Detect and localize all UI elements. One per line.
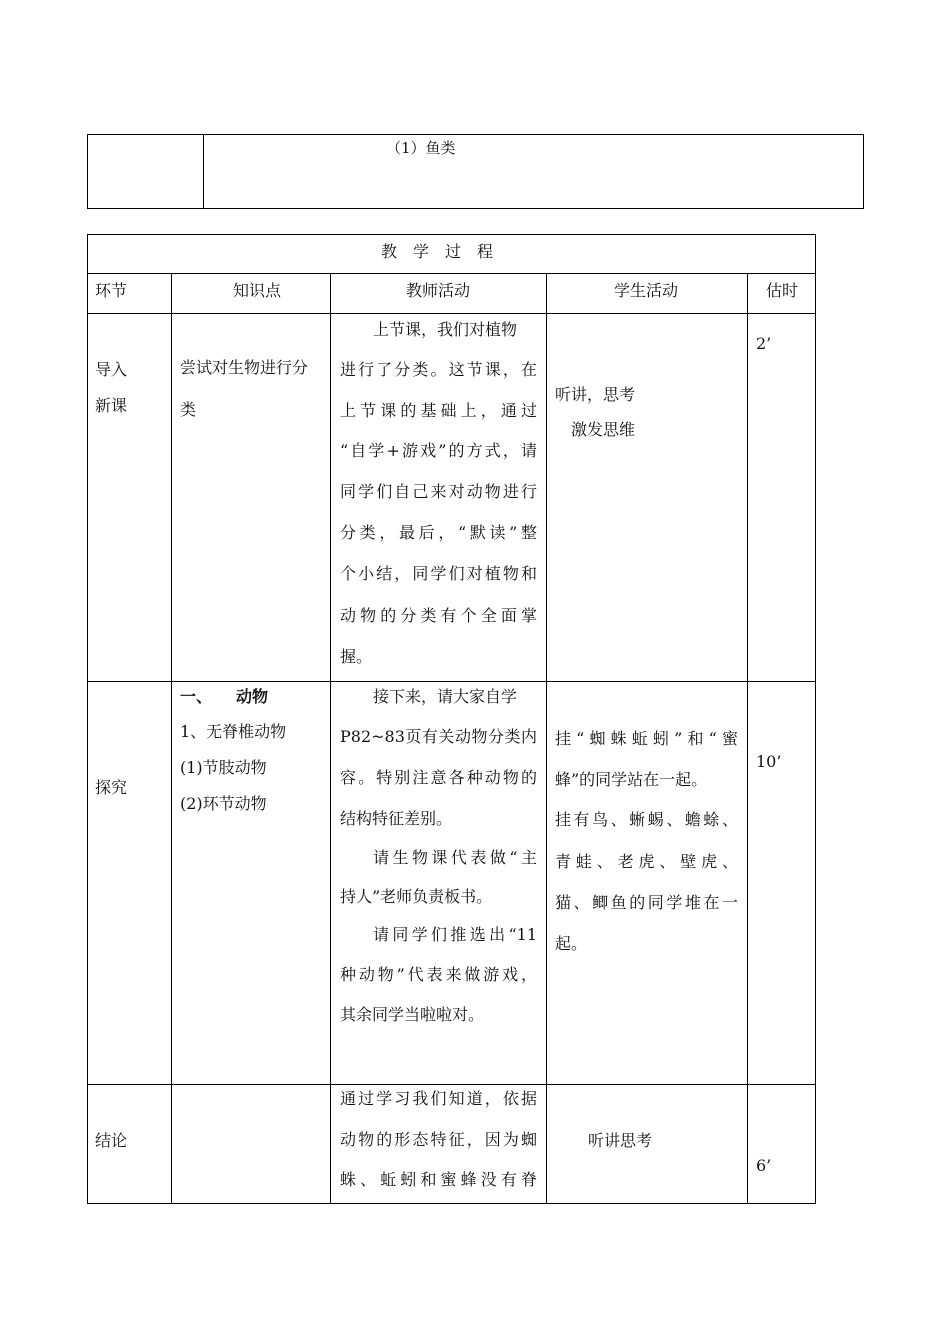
- table-border-left: [87, 234, 88, 1204]
- student-cell-line: 青蛙、老虎、壁虎、: [555, 852, 738, 871]
- student-cell-line: 猫、鲫鱼的同学堆在一: [555, 893, 738, 912]
- table-col-divider-2: [330, 273, 331, 1204]
- knowledge-cell-line: (2)环节动物: [180, 794, 267, 813]
- top-table-cell-text: （1）鱼类: [386, 139, 456, 157]
- teacher-cell-line: P82~83页有关动物分类内: [340, 727, 537, 746]
- header-time: 估时: [766, 281, 799, 300]
- header-student: 学生活动: [614, 281, 679, 300]
- teacher-cell-line: 其余同学当啦啦对。: [340, 1005, 485, 1024]
- student-cell-line: 听讲，思考: [555, 385, 636, 404]
- teacher-cell-line: 分类，最后，“默读”整: [340, 523, 537, 542]
- knowledge-cell-line: (1)节肢动物: [180, 758, 267, 777]
- header-teacher: 教师活动: [406, 281, 471, 300]
- student-cell-line: 蜂”的同学站在一起。: [555, 770, 708, 789]
- student-cell-line: 挂“蜘蛛蚯蚓”和“蜜: [555, 729, 738, 748]
- teacher-cell-line: 个小结，同学们对植物和: [340, 564, 537, 583]
- teacher-cell-line: 动物的分类有个全面掌: [340, 606, 537, 625]
- table-col-divider-4: [747, 273, 748, 1204]
- time-cell: 2’: [756, 334, 772, 353]
- table-border-right: [815, 234, 816, 1204]
- table-border-top: [87, 234, 816, 235]
- teacher-cell-line: 容。特别注意各种动物的: [340, 768, 537, 787]
- table-border-bottom: [87, 1203, 816, 1204]
- teacher-cell-line: 上节课，我们对植物: [373, 320, 518, 339]
- top-table-border-left: [87, 134, 88, 209]
- teacher-cell-line: 动物的形态特征，因为蜘: [340, 1130, 537, 1149]
- teacher-cell-line: 同学们自己来对动物进行: [340, 482, 537, 501]
- student-cell-line: 激发思维: [571, 420, 636, 439]
- top-table-border-right: [863, 134, 864, 209]
- time-cell: 6’: [756, 1156, 772, 1175]
- knowledge-cell-line: 类: [180, 400, 197, 419]
- stage-cell-line: 新课: [95, 396, 128, 415]
- teacher-cell-line: 上节课的基础上，通过: [340, 401, 537, 420]
- student-cell-line: 起。: [555, 934, 588, 953]
- table-col-divider-3: [546, 273, 547, 1204]
- table-row1-separator: [87, 681, 816, 682]
- table-title-separator: [87, 273, 816, 274]
- table-title: 教 学 过 程: [381, 242, 494, 261]
- teacher-cell-line: 请同学们推选出“11: [373, 925, 537, 944]
- time-cell: 10’: [756, 752, 782, 771]
- knowledge-cell-line: 尝试对生物进行分: [180, 358, 309, 377]
- stage-cell-line: 结论: [95, 1131, 128, 1150]
- table-col-divider-1: [171, 273, 172, 1204]
- teacher-cell-line: 持人”老师负责板书。: [340, 887, 493, 906]
- stage-cell-line: 探究: [95, 778, 128, 797]
- teacher-cell-line: 握。: [340, 647, 373, 666]
- header-knowledge: 知识点: [233, 281, 282, 300]
- teacher-cell-line: 接下来，请大家自学: [373, 687, 518, 706]
- top-table-divider: [203, 134, 204, 209]
- table-row2-separator: [87, 1084, 816, 1085]
- teacher-cell-line: 请生物课代表做“主: [373, 848, 537, 867]
- knowledge-cell-line: 1、无脊椎动物: [180, 722, 287, 741]
- student-cell-line: 听讲思考: [588, 1131, 653, 1150]
- student-cell-line: 挂有鸟、蜥蜴、蟾蜍、: [555, 810, 738, 829]
- header-stage: 环节: [95, 281, 128, 300]
- teacher-cell-line: 结构特征差别。: [340, 809, 453, 828]
- teacher-cell-line: 种动物”代表来做游戏，: [340, 965, 537, 984]
- teacher-cell-line: 通过学习我们知道，依据: [340, 1089, 537, 1108]
- table-header-separator: [87, 313, 816, 314]
- knowledge-cell-line: 一、 动物: [180, 687, 269, 706]
- teacher-cell-line: “自学+游戏”的方式，请: [340, 441, 537, 460]
- stage-cell-line: 导入: [95, 360, 128, 379]
- teacher-cell-line: 进行了分类。这节课，在: [340, 360, 537, 379]
- teacher-cell-line: 蛛、蚯蚓和蜜蜂没有脊: [340, 1170, 537, 1189]
